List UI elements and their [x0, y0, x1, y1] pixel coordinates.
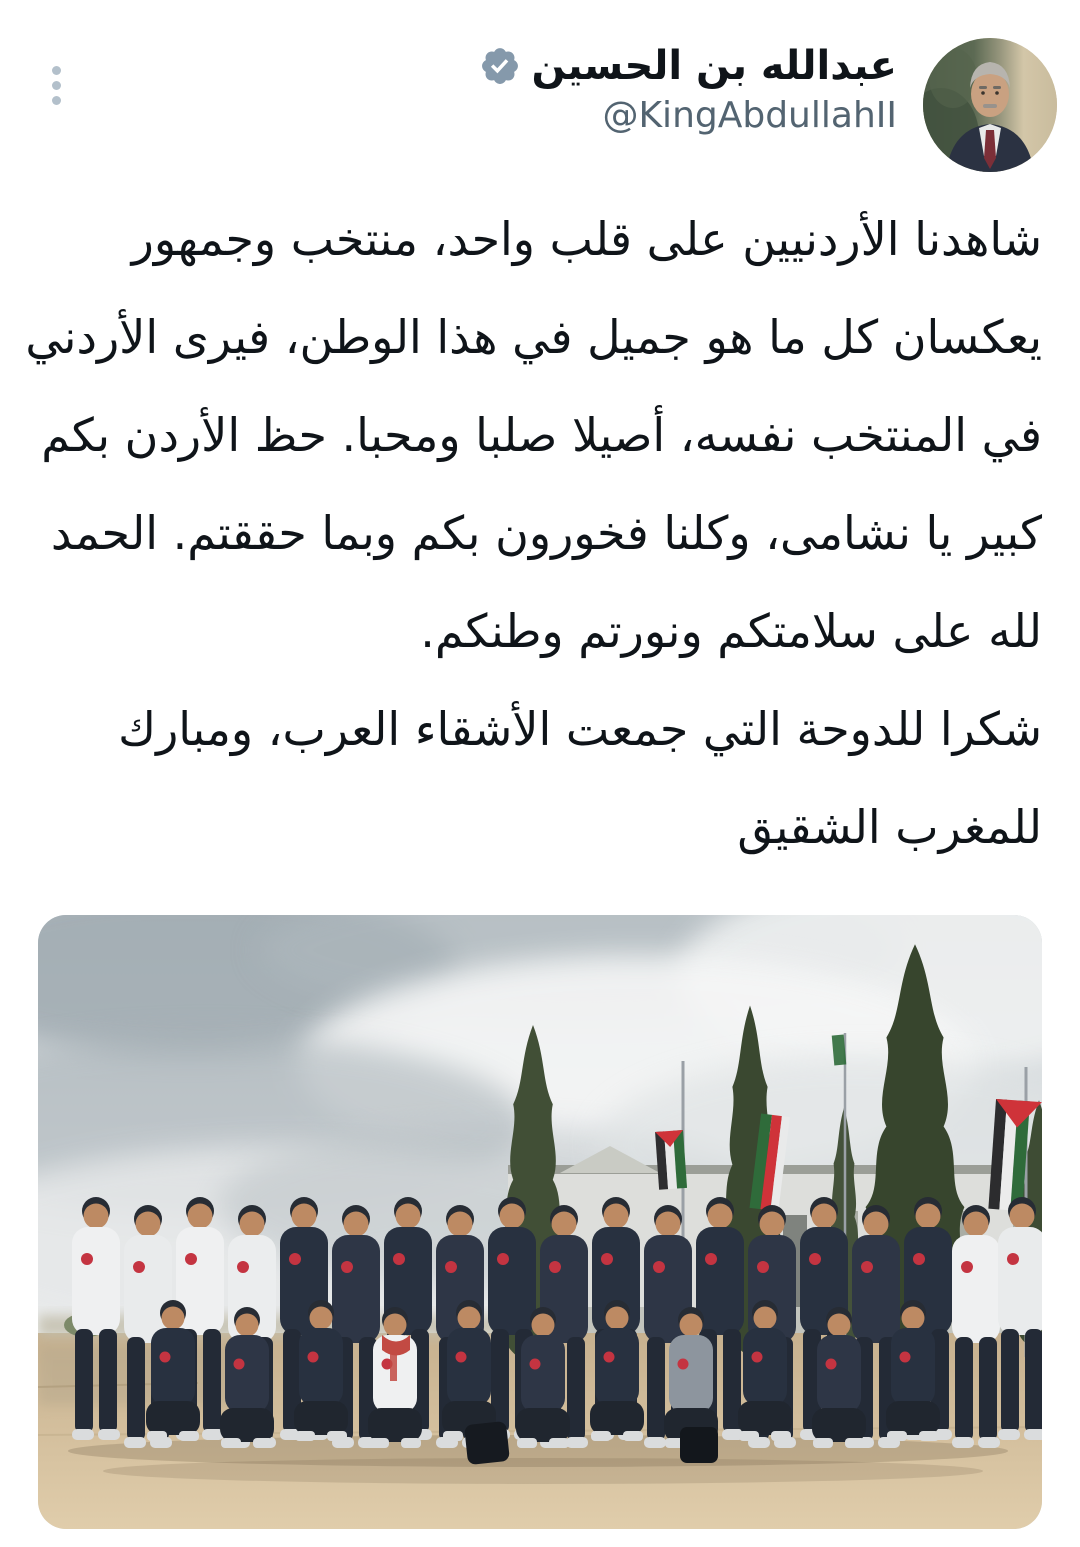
author-name[interactable]: عبدالله بن الحسين [531, 43, 897, 89]
kebab-vertical-icon [52, 81, 61, 90]
team-photo-illustration [38, 915, 1042, 1529]
author-block [479, 40, 897, 138]
tweet-text [25, 190, 1042, 876]
author-name-row [479, 40, 897, 92]
tweet-text-line: شاهدنا الأردنيين على قلب واحد، منتخب وجمهور [131, 212, 1042, 266]
more-menu-button[interactable] [44, 58, 69, 113]
author-handle[interactable]: @KingAbdullahII [602, 95, 897, 136]
tweet-photo[interactable] [38, 915, 1042, 1529]
avatar[interactable] [923, 38, 1057, 172]
tweet-text-line: لله على سلامتكم ونورتم وطنكم. [420, 604, 1042, 658]
kebab-vertical-icon [52, 96, 61, 105]
tweet-text-line: يعكسان كل ما هو جميل في هذا الوطن، فيرى الأردني [25, 310, 1042, 364]
tweet-text-line: كبير يا نشامى، وكلنا فخورون بكم وبما حققتم. الحمد [50, 506, 1042, 560]
verified-badge-icon [479, 45, 521, 87]
avatar-portrait-illustration [923, 38, 1057, 172]
tweet-header [0, 0, 1080, 176]
kebab-vertical-icon [52, 66, 61, 75]
tweet-text-line: شكرا للدوحة التي جمعت الأشقاء العرب، ومبارك [118, 702, 1042, 756]
tweet-text-line: للمغرب الشقيق [737, 800, 1042, 854]
tweet-text-line: في المنتخب نفسه، أصيلا صلبا ومحبا. حظ الأردن بكم [41, 408, 1042, 462]
